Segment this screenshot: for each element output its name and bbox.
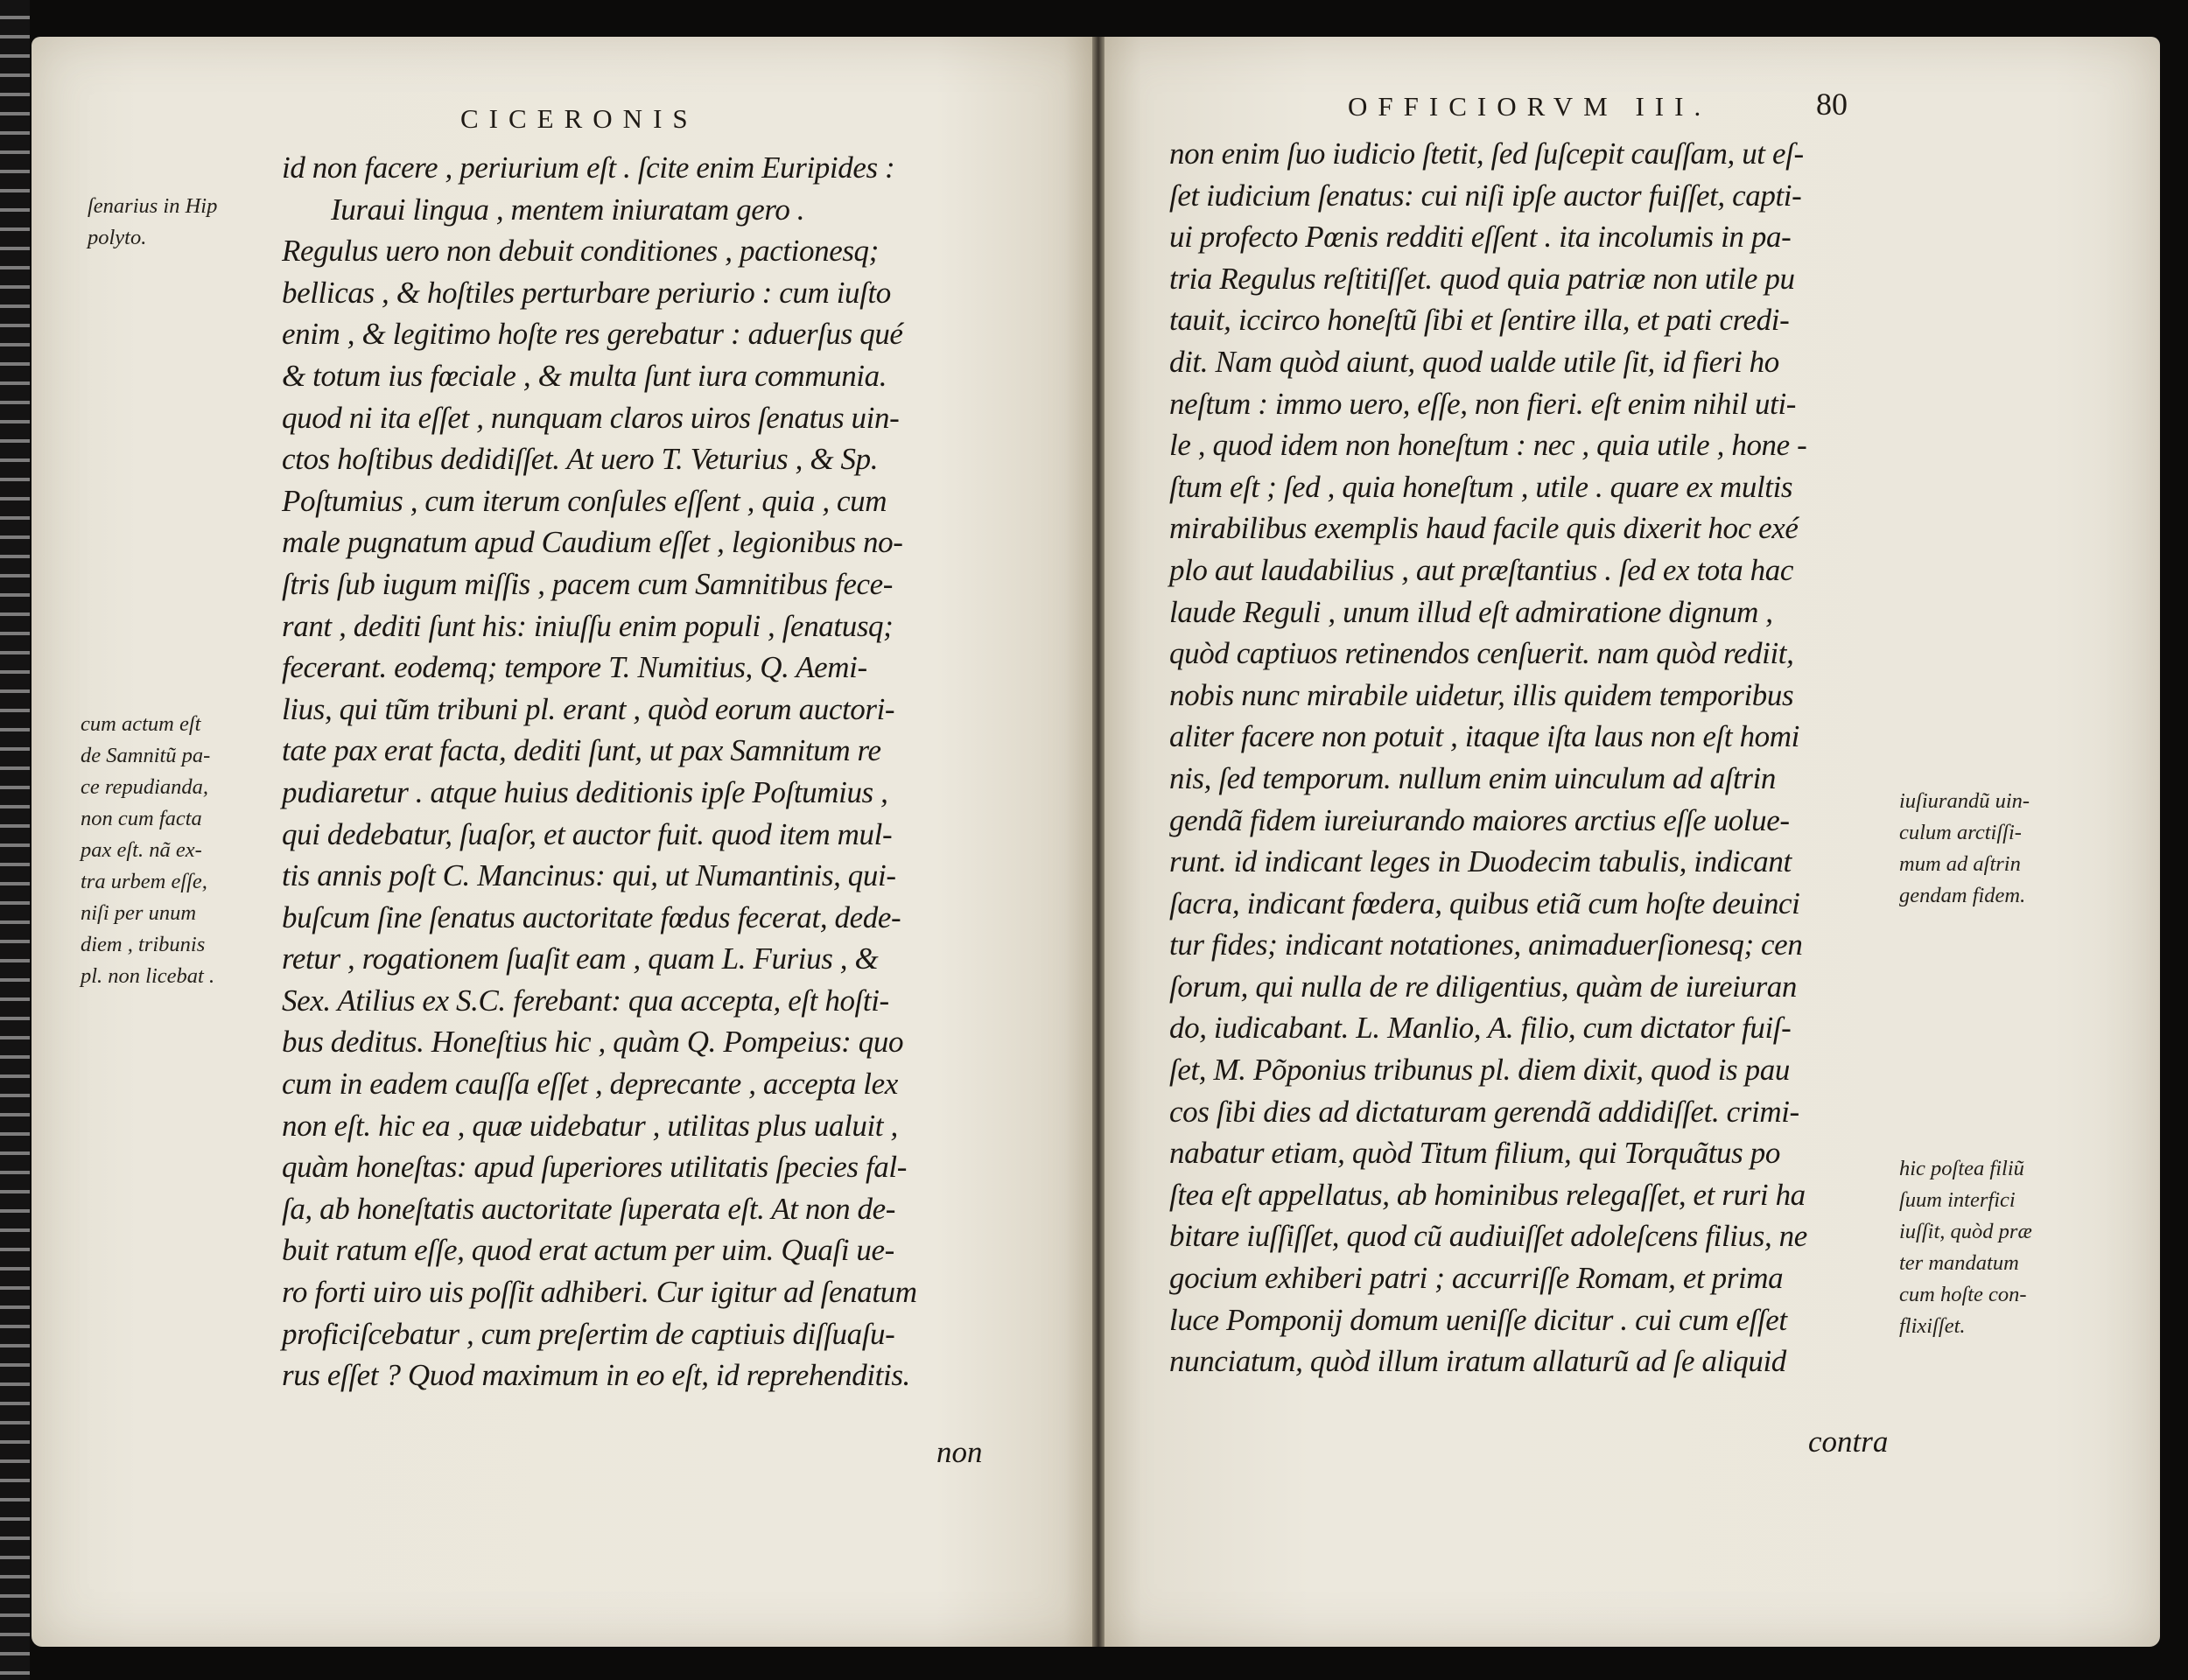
text-line: runt. id indicant leges in Duodecim tabulis, indicant [1169, 844, 1792, 879]
text-line: Poſtumius , cum iterum conſules eſſent , quia , cum [282, 483, 887, 518]
text-line: plo aut laudabilius , aut præſtantius . ſed ex tota hac [1169, 552, 1793, 587]
text-line: luce Pomponij domum ueniſſe dicitur . cui cum eſſet [1169, 1302, 1787, 1337]
text-line: lius, qui tũm tribuni pl. erant , quòd eorum auctori- [282, 691, 895, 726]
text-line: quod ni ita eſſet , nunquam claros uiros ſenatus uin- [282, 400, 900, 435]
text-line: Regulus uero non debuit conditiones , pactionesq; [282, 234, 879, 269]
margin-note-line: hic poſtea filiũ [1899, 1157, 2024, 1180]
margin-note-line: culum arctiſſi- [1899, 821, 2022, 844]
text-line: nabatur etiam, quòd Titum filium, qui Torquãtus po [1169, 1136, 1780, 1171]
margin-note-line: gendam fidem. [1899, 884, 2026, 907]
text-line: dit. Nam quòd aiunt, quod ualde utile ſit, id fieri ho [1169, 344, 1779, 379]
left-margin-note-2 [81, 709, 214, 992]
text-line: ſtea eſt appellatus, ab hominibus relegaſſet, et ruri ha [1169, 1177, 1806, 1212]
text-line: qui dedebatur, ſuaſor, et auctor fuit. quod item mul- [282, 816, 893, 851]
text-line: Iuraui lingua , mentem iniuratam gero . [331, 192, 805, 227]
margin-note-line: non cum facta [81, 807, 202, 830]
text-line: cos ſibi dies ad dictaturam gerendã addidiſſet. crimi- [1169, 1094, 1799, 1129]
text-line: ſorum, qui nulla de re diligentius, quàm de iureiuran [1169, 969, 1797, 1004]
margin-note-line: cum hoſte con- [1899, 1283, 2027, 1306]
text-line: non enim ſuo iudicio ſtetit, ſed ſuſcepit cauſſam, ut eſ- [1169, 136, 1804, 171]
text-line: tria Regulus reſtitiſſet. quod quia patriæ non utile pu [1169, 261, 1795, 296]
text-line: fecerant. eodemq; tempore T. Numitius, Q. Aemi- [282, 650, 867, 685]
text-line: & totum ius fœciale , & multa ſunt iura communia. [282, 358, 887, 393]
text-line: tate pax erat facta, dediti ſunt, ut pax Samnitum re [282, 733, 881, 768]
margin-note-line: flixiſſet. [1899, 1314, 1966, 1338]
text-line: enim , & legitimo hoſte res gerebatur : aduerſus qué [282, 317, 903, 352]
text-line: cum in eadem cauſſa eſſet , deprecante , accepta lex [282, 1067, 898, 1102]
margin-note-line: pl. non licebat . [81, 964, 215, 988]
text-line: ſtum eſt ; ſed , quia honeſtum , utile . quare ex multis [1169, 469, 1793, 504]
text-line: ctos hoſtibus dedidiſſet. At uero T. Veturius , & Sp. [282, 442, 879, 477]
right-margin-note-1 [1899, 786, 2030, 912]
margin-note-line: iuſiurandũ uin- [1899, 789, 2030, 813]
scale-strip [0, 0, 30, 1680]
text-line: pudiaretur . atque huius deditionis ipſe Poſtumius , [282, 774, 888, 809]
text-line: male pugnatum apud Caudium eſſet , legionibus no- [282, 525, 903, 560]
margin-note-line: ſenarius in Hip [88, 194, 218, 218]
text-line: nis, ſed temporum. nullum enim uinculum ad aſtrin [1169, 760, 1776, 795]
text-line: neſtum : immo uero, eſſe, non fieri. eſt enim nihil uti- [1169, 386, 1797, 421]
text-line: rant , dediti ſunt his: iniuſſu enim populi , ſenatusq; [282, 608, 894, 643]
text-line: Sex. Atilius ex S.C. ferebant: qua accepta, eſt hoſti- [282, 983, 889, 1018]
text-line: aliter facere non potuit , itaque iſta laus non eſt homi [1169, 719, 1799, 754]
text-line: bus deditus. Honeſtius hic , quàm Q. Pompeius: quo [282, 1025, 904, 1060]
text-line: id non facere , periurium eſt . ſcite enim Euripides : [282, 150, 895, 185]
text-line: nobis nunc mirabile uidetur, illis quidem temporibus [1169, 677, 1794, 712]
margin-note-line: de Samnitũ pa- [81, 744, 211, 767]
text-line: buit ratum eſſe, quod erat actum per uim. Quaſi ue- [282, 1233, 894, 1268]
text-line: tis annis poſt C. Mancinus: qui, ut Numantinis, qui- [282, 858, 896, 893]
text-line: rus eſſet ? Quod maximum in eo eſt, id reprehenditis. [282, 1358, 910, 1393]
text-line: mirabilibus exemplis haud facile quis dixerit hoc exé [1169, 511, 1799, 546]
left-margin-note-1 [88, 191, 217, 254]
margin-note-line: ter mandatum [1899, 1251, 2019, 1275]
text-line: bitare iuſſiſſet, quod cũ audiuiſſet adoleſcens filius, ne [1169, 1219, 1807, 1254]
right-running-head: OFFICIORVM III. [1348, 91, 1712, 122]
margin-note-line: tra urbem eſſe, [81, 870, 207, 893]
right-margin-note-2 [1899, 1153, 2032, 1342]
margin-note-line: mum ad aſtrin [1899, 852, 2021, 876]
margin-note-line: ce repudianda, [81, 775, 209, 799]
margin-note-line: polyto. [88, 226, 147, 249]
page-number: 80 [1816, 87, 1848, 122]
text-line: tur fides; indicant notationes, animaduerſionesq; cen [1169, 928, 1803, 962]
text-line: quòd captiuos retinendos cenſuerit. nam quòd rediit, [1169, 636, 1794, 671]
right-body-text [1169, 133, 1807, 1382]
left-catchword: non [936, 1435, 983, 1469]
text-line: ro forti uiro uis poſſit adhiberi. Cur igitur ad ſenatum [282, 1275, 917, 1310]
margin-note-line: iuſſit, quòd præ [1899, 1220, 2032, 1243]
margin-note-line: cum actum eſt [81, 712, 201, 736]
text-line: ſacra, indicant fœdera, quibus etiã cum hoſte deuinci [1169, 886, 1800, 920]
margin-note-line: niſi per unum [81, 901, 197, 925]
text-line: buſcum ſine ſenatus auctoritate fœdus fecerat, dede- [282, 900, 901, 934]
text-line: do, iudicabant. L. Manlio, A. filio, cum dictator fuiſ- [1169, 1011, 1792, 1046]
text-line: laude Reguli , unum illud eſt admiratione dignum , [1169, 594, 1773, 629]
text-line: ui profecto Pœnis redditi eſſent . ita incolumis in pa- [1169, 220, 1792, 255]
right-catchword: contra [1808, 1424, 1889, 1459]
text-line: le , quod idem non honeſtum : nec , quia utile , hone - [1169, 428, 1807, 463]
text-line: ſet iudicium ſenatus: cui niſi ipſe auctor fuiſſet, capti- [1169, 178, 1802, 213]
book-gutter [1092, 37, 1105, 1647]
text-line: ſet, M. Põponius tribunus pl. diem dixit, quod is pau [1169, 1053, 1790, 1088]
text-line: quàm honeſtas: apud ſuperiores utilitatis ſpecies fal- [282, 1150, 907, 1185]
text-line: tauit, iccirco honeſtũ ſibi et ſentire illa, et pati credi- [1169, 303, 1790, 338]
text-line: ſa, ab honeſtatis auctoritate ſuperata eſt. At non de- [282, 1191, 896, 1226]
margin-note-line: pax eſt. nã ex- [81, 838, 202, 862]
text-line: non eſt. hic ea , quæ uidebatur , utilitas plus ualuit , [282, 1108, 898, 1143]
left-body-text [282, 147, 917, 1396]
text-line: bellicas , & hoſtiles perturbare periurio : cum iuſto [282, 275, 891, 310]
text-line: retur , rogationem ſuaſit eam , quam L. Furius , & [282, 942, 879, 976]
margin-note-line: diem , tribunis [81, 933, 206, 956]
text-line: gendã fidem iureiurando maiores arctius eſſe uolue- [1169, 802, 1790, 837]
margin-note-line: ſuum interfici [1899, 1188, 2016, 1212]
text-line: nunciatum, quòd illum iratum allaturũ ad ſe aliquid [1169, 1344, 1786, 1379]
text-line: gocium exhiberi patri ; accurriſſe Romam, et prima [1169, 1261, 1784, 1296]
left-running-head: CICERONIS [460, 103, 698, 134]
text-line: proficiſcebatur , cum preſertim de captiuis diſſuaſu- [282, 1316, 895, 1351]
text-line: ſtris ſub iugum miſſis , pacem cum Samnitibus fece- [282, 566, 893, 601]
